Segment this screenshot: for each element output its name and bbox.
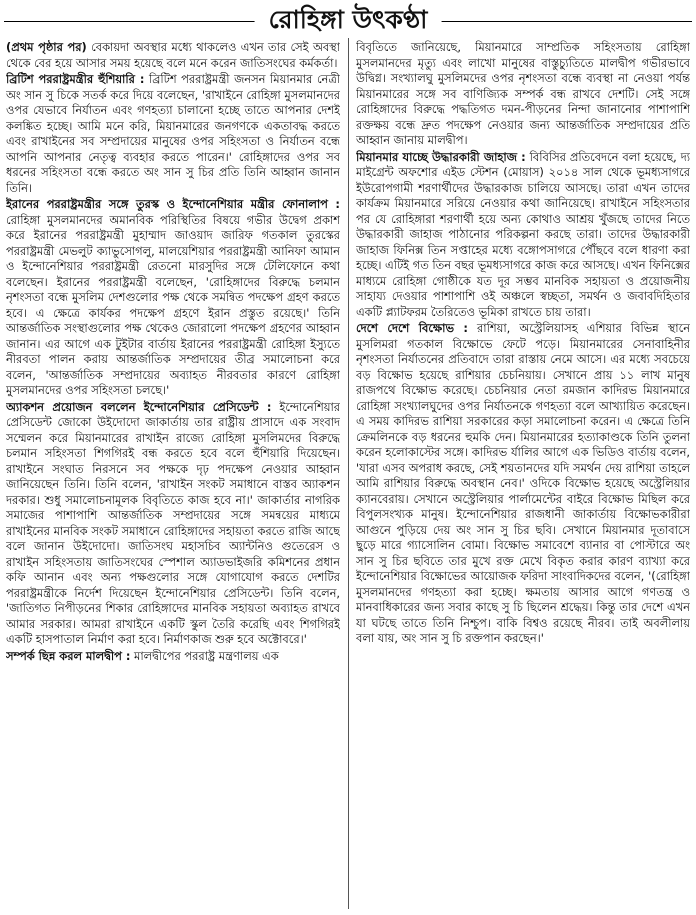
page-headline: রোহিঙ্গা উৎকণ্ঠা [255,3,442,37]
column-divider [348,38,349,909]
paragraph-text: রাশিয়া, অস্ট্রেলিয়াসহ এশিয়ার বিভিন্ন স্থানে মুসলিমরা গতকাল বিক্ষোভে ফেটে পড়ে। মিয়ানমারের সেনাবাহিনীর নৃশংসতা নির্যাতনের প্রতিবাদে তারা রাস্তায় নেমে আসে। এর মধ্যে সবচেয়ে বড় বিক্ষোভ হয়েছে রাশিয়ার চেচনিয়ায়। সেখানে প্রায় ১১ লাখ মানুষ রাজপথে বিক্ষোভ করেছে। চেচনিয়ার নেতা রমজান কাদিরভ মিয়ানমারে রোহিঙ্গা সংখ্যালঘুদের ওপর নির্যাতনকে গণহত্যা বলে আখ্যায়িত করেছেন। এ সময় কাদিরভ রাশিয়া সরকারের কড়া সমালোচনা করেন। এ ক্ষেত্রে তিনি ক্রেমলিনকে বড় ধরনের হুমকি দেন। মিয়ানমারের হত্যাকাণ্ডকে তিনি তুলনা করেন হলোকাস্টের সঙ্গে। কাদিরভ র্যালির আগে এক ভিডিও বার্তায় বলেন, 'যারা এসব অপরাধ করছে, সেই শয়তানদের যদি সমর্থন দেয় রাশিয়া তাহলে আমি রাশিয়ার বিরুদ্ধে অবস্থান নেব।' ওদিকে বিক্ষোভ হয়েছে অস্ট্রেলিয়ার ক্যানবেরায়। সেখানে অস্ট্রেলিয়ার পার্লামেন্টের বাইরে বিক্ষোভ মিছিল করে বিপুলসংখ্যক মানুষ। ইন্দোনেশিয়ার রাজধানী জাকার্তায় বিক্ষোভকারীরা আগুনে পুড়িয়ে দেয় অং সান সু চির ছবি। সেখানে মিয়ানমার দূতাবাসে ছুড়ে মারে গ্যাসোলিন বোমা। বিক্ষোভ সমাবেশে ব্যানার বা পোস্টারে অং সান সু চির ছবিতে তার মুখে রক্ত মেখে বিকৃত করার কারণ ব্যাখ্যা করে ইন্দোনেশিয়ার বিক্ষোভের আয়োজক ফরিদা সাংবাদিকদের বলেন, '(রোহিঙ্গা মুসলমানদের গণহত্যা করা হচ্ছে। ক্ষমতায় আসার আগে গণতন্ত্র ও মানবাধিকারের জন্য সবার কাছে সু চি ছিলেন শ্রদ্ধেয়। কিন্তু তার দেশে এখন যা ঘটছে তাতে তিনি নিশ্চুপ। বাকি বিশ্বও রয়েছে নীরব। তাই অবলীলায় বলা যায়, অং সান সু চি রক্তপান করছেন।' [356,321,690,645]
paragraph-text: বিবিসির প্রতিবেদনে বলা হয়েছে, দ্য মাইগ্রেন্ট অফশোর এইড স্টেশন (মোয়াস) ২০১৪ সাল থেকে ভূমধ্যসাগরে ইউরোপগামী শরণার্থীদের উদ্ধারকাজ চালিয়ে আসছে। তারা এখন তাদের কার্যক্রম মিয়ানমারে সরিয়ে নেওয়ার কথা জানিয়েছে। রাখাইনে সহিংসতার পর যে রোহিঙ্গারা শরণার্থী হয়ে অন্য কোথাও আশ্রয় খুঁজছে তাদের নিতে উদ্ধারকারী জাহাজ পাঠানোর পরিকল্পনা করছে তারা। তাদের উদ্ধারকারী জাহাজ ফিনিক্স তিন সপ্তাহের মধ্যে বঙ্গোপসাগরে পৌঁছবে বলে ধারণা করা হচ্ছে। এটিই গত তিন বছর ভূমধ্যসাগরে কাজ করে আসছে। এখন ফিনিক্সের মাধ্যমে রোহিঙ্গা গোষ্ঠীকে যত দূর সম্ভব মানবিক সহায়তা ও প্রয়োজনীয় সাহায্য দেওয়ার পাশাপাশি ওই অঞ্চলে স্বচ্ছতা, সমর্থন ও জবাবদিহিতার একটি প্ল্যাটফরম তৈরিতেও ভূমিকা রাখতে চায় তারা। [356,149,690,319]
right-column-body [356,40,690,647]
article-paragraph [356,321,690,647]
section-subheading: মিয়ানমার যাচ্ছে উদ্ধারকারী জাহাজ : [356,149,526,164]
paragraph-text: বিবৃতিতে জানিয়েছে, মিয়ানমারে সাম্প্রতিক সহিংসতায় রোহিঙ্গা মুসলমানদের মৃত্যু এবং লাখো মানুষের বাস্তুচ্যুতিতে মালদ্বীপ গভীরভাবে উদ্বিগ্ন। সংখ্যালঘু মুসলিমদের ওপর নৃশংসতা বন্ধে ব্যবস্থা না নেওয়া পর্যন্ত মিয়ানমারের সঙ্গে সব বাণিজ্যিক সম্পর্ক বন্ধ রাখবে দেশটি। সেই সঙ্গে রোহিঙ্গাদের বিরুদ্ধে পদ্ধতিগত দমন-পীড়নের নিন্দা জানানোর পাশাপাশি রক্তক্ষয় বন্ধে দ্রুত পদক্ষেপ নেওয়ার জন্য আন্তর্জাতিক সম্প্রদায়ের প্রতি আহ্বান জানায় মালদ্বীপ। [356,40,690,147]
paragraph-text: ব্রিটিশ পররাষ্ট্রমন্ত্রী জনসন মিয়ানমার নেত্রী অং সান সু চিকে সতর্ক করে দিয়ে বলেছেন, 'রাখাইনে রোহিঙ্গা মুসলমানদের ওপর যেভাবে নির্যাতন এবং গণহত্যা চালানো হচ্ছে তাতে আপনার দেশই কলঙ্কিত হচ্ছে। আমি মনে করি, মিয়ানমারের জনগণকে একতাবদ্ধ করতে এবং রাখাইনের সব সম্প্রদায়ের মানুষের ওপর সহিংসতা ও নির্যাতন বন্ধে আপনি আপনার নেতৃত্ব ব্যবহার করতে পারেন।' রোহিঙ্গাদের ওপর সব ধরনের সহিংসতা বন্ধে করতে অং সান সু চির প্রতি তিনি আহ্বান জানান তিনি। [6,72,340,195]
section-subheading: ব্রিটিশ পররাষ্ট্রমন্ত্রীর হুঁশিয়ারি : [6,72,145,86]
section-subheading: (প্রথম পৃষ্ঠার পর) [6,40,87,54]
article-paragraph [356,150,690,321]
paragraph-text: মালদ্বীপের পররাষ্ট্র মন্ত্রণালয় এক [130,648,279,663]
article-paragraph [6,197,340,399]
article-paragraph [356,40,690,149]
left-column [6,40,340,912]
left-column-body [6,40,340,664]
section-subheading: অ্যাকশন প্রয়োজন বললেন ইন্দোনেশিয়ার প্রেসিডেন্ট : [6,399,272,414]
section-subheading: সম্পর্ক ছিন্ন করল মালদ্বীপ : [6,648,131,663]
section-subheading: দেশে দেশে বিক্ষোভ : [356,321,468,335]
section-subheading: ইরানের পররাষ্ট্রমন্ত্রীর সঙ্গে তুরস্ক ও ইন্দোনেশিয়ার মন্ত্রীর ফোনালাপ : [6,197,340,211]
right-column [356,40,690,912]
article-paragraph [6,400,340,648]
article-paragraph [6,72,340,196]
paragraph-text: বেকায়দা অবস্থার মধ্যে থাকলেও এখন তার সেই অবস্থা থেকে বের হয়ে আসার সময় হয়েছে বলে মনে করেন জাতিসংঘের কর্মকর্তা। [6,40,340,70]
article-paragraph [6,40,340,71]
paragraph-text: ইন্দোনেশিয়ার প্রেসিডেন্ট জোকো উইদোদো জাকার্তায় তার রাষ্ট্রীয় প্রাসাদে এক সংবাদ সম্মেলন করে মিয়ানমারের রাখাইন রাজ্যে রোহিঙ্গা মুসলিমদের বিরুদ্ধে চলমান সহিংসতা শিগগিরই বন্ধ করতে হবে বলে হুঁশিয়ারি দিয়েছেন। রাখাইনে সংঘাত নিরসনে সব পক্ষকে দৃঢ় পদক্ষেপ নেওয়ার আহ্বান জানিয়েছেন তিনি। তিনি বলেন, 'রাখাইন সংকট সমাধানে বাস্তব অ্যাকশন দরকার। শুধু সমালোচনামূলক বিবৃতিতে কাজ হবে না।' জাকার্তার নাগরিক সমাজের পাশাপাশি আন্তর্জাতিক সম্প্রদায়ের সঙ্গে সমন্বয়ের মাধ্যমে রাখাইনের মানবিক সংকট সমাধানে রোহিঙ্গাদের সহায়তা করতে রাজি আছে বলে জানান উইদোদো। জাতিসংঘ মহাসচিব অ্যান্টনিও গুতেরেস ও রাখাইন সহিংসতায় জাতিসংঘের স্পেশাল অ্যাডভাইজরি কমিশনের প্রধান কফি আনান এবং অন্য পক্ষগুলোর সঙ্গে যোগাযোগ করতে দেশটির পররাষ্ট্রমন্ত্রীকে নির্দেশ দিয়েছেন ইন্দোনেশিয়ার প্রেসিডেন্ট। তিনি বলেন, 'জাতিগত নিপীড়নের শিকার রোহিঙ্গাদের মানবিক সহায়তা অব্যাহত রাখবে আমার সরকার। আমরা রাখাইনে একটি স্কুল তৈরি করেছি এবং শিগগিরই একটি হাসপাতাল নির্মাণ করা হবে। নির্মাণকাজ শুরু হবে অক্টোবরে।' [6,399,340,646]
article-paragraph [6,649,340,665]
paragraph-text: রোহিঙ্গা মুসলমানদের অমানবিক পরিস্থিতির বিষয়ে গভীর উদ্বেগ প্রকাশ করে ইরানের পররাষ্ট্রমন্ত্রী মুহাম্মাদ জাওয়াদ জারিফ গতকাল তুরস্কের পররাষ্ট্রমন্ত্রী মেভলুট ক্যাভুসোগলু, মালয়েশিয়ার পররাষ্ট্রমন্ত্রী আনিফা আমান ও ইন্দোনেশিয়ার পররাষ্ট্রমন্ত্রী রেতনো মারসুদির সঙ্গে টেলিফোনে কথা বলেছেন। ইরানের পররাষ্ট্রমন্ত্রী বলেছেন, 'রোহিঙ্গাদের বিরুদ্ধে চলমান নৃশংসতা বন্ধে মুসলিম দেশগুলোর পক্ষ থেকে সমন্বিত পদক্ষেপ গ্রহণ করতে হবে। এ ক্ষেত্রে কার্যকর পদক্ষেপ গ্রহণে ইরান প্রস্তুত রয়েছে।' তিনি আন্তর্জাতিক সংস্থাগুলোর পক্ষ থেকেও জোরালো পদক্ষেপ গ্রহণের আহ্বান জানান। এর আগে এক টুইটার বার্তায় ইরানের পররাষ্ট্রমন্ত্রী রোহিঙ্গা ইস্যুতে নীরবতা পালন করায় আন্তর্জাতিক সম্প্রদায়ের তীব্র সমালোচনা করে বলেন, 'আন্তর্জাতিক সম্প্রদায়ের অব্যাহত নীরবতার কারণে রোহিঙ্গা মুসলমানদের ওপর সহিংসতা চলছে।' [6,212,340,397]
